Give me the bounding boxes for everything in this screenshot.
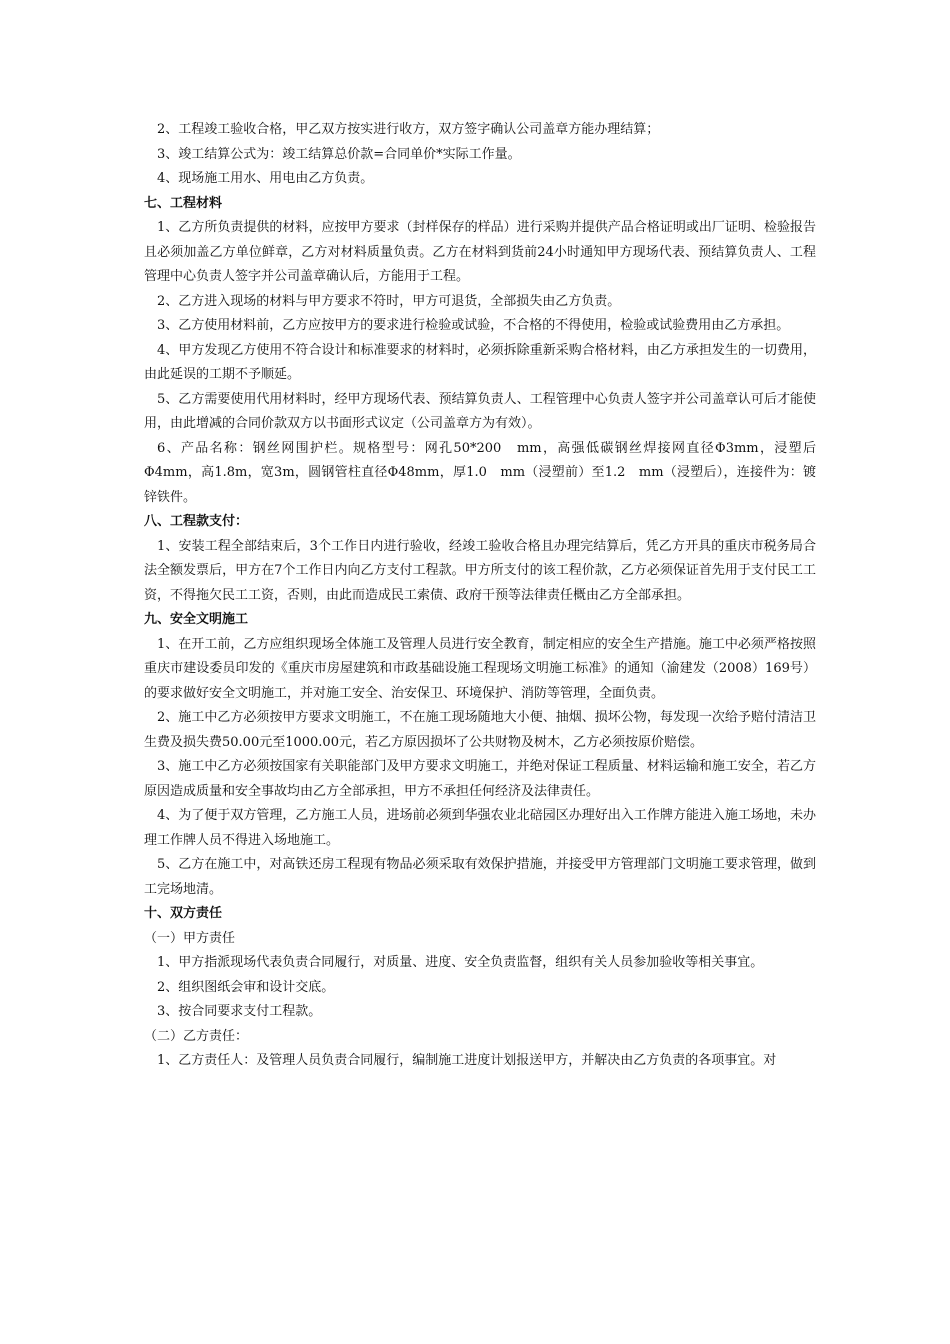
paragraph: 1、乙方责任人：及管理人员负责合同履行，编制施工进度计划报送甲方，并解决由乙方负责的各项事宜。对 bbox=[157, 1053, 777, 1068]
paragraph: 1、乙方所负责提供的材料，应按甲方要求（封样保存的样品）进行采购并提供产品合格证明或出厂证明、检验报告且必须加盖乙方单位鲜章，乙方对材料质量负责。乙方在材料到货前24小时通知甲方现场代表、预结算负责人、工程管理中心负责人签字并公司盖章确认后，方能用于工程。 bbox=[144, 220, 816, 284]
paragraph: 2、组织图纸会审和设计交底。 bbox=[157, 979, 335, 995]
paragraph: 2、工程竣工验收合格，甲乙双方按实进行收方，双方签字确认公司盖章方能办理结算； bbox=[157, 122, 660, 137]
paragraph: 3、竣工结算公式为：竣工结算总价款=合同单价*实际工作量。 bbox=[157, 146, 521, 162]
paragraph: 2、乙方进入现场的材料与甲方要求不符时，甲方可退货，全部损失由乙方负责。 bbox=[157, 293, 621, 309]
subsection-heading: （二）乙方责任： bbox=[144, 1028, 249, 1044]
paragraph: 3、按合同要求支付工程款。 bbox=[157, 1004, 322, 1019]
paragraph: 2、施工中乙方必须按甲方要求文明施工，不在施工现场随地大小便、抽烟、损坏公物，每发现一次给予赔付清洁卫生费及损失费50.00元至1000.00元，若乙方原因损坏了公共财物及树木，乙方必须按原价赔偿。 bbox=[144, 710, 816, 750]
paragraph: 4、为了便于双方管理，乙方施工人员，进场前必须到华强农业北碚园区办理好出入工作牌方能进入施工场地，未办理工作牌人员不得进入场地施工。 bbox=[144, 808, 816, 848]
section-heading: 八、工程款支付： bbox=[144, 514, 249, 529]
section-heading: 九、安全文明施工 bbox=[144, 612, 249, 627]
paragraph: 1、甲方指派现场代表负责合同履行，对质量、进度、安全负责监督，组织有关人员参加验收等相关事宜。 bbox=[157, 955, 764, 970]
paragraph: 4、甲方发现乙方使用不符合设计和标准要求的材料时，必须拆除重新采购合格材料，由乙方承担发生的一切费用，由此延误的工期不予顺延。 bbox=[144, 342, 816, 382]
paragraph: 4、现场施工用水、用电由乙方负责。 bbox=[157, 171, 374, 186]
paragraph: 1、在开工前，乙方应组织现场全体施工及管理人员进行安全教育，制定相应的安全生产措施。施工中必须严格按照重庆市建设委员印发的《重庆市房屋建筑和市政基础设施工程现场文明施工标准》的通知（渝建发（2008）169号）的要求做好安全文明施工，并对施工安全、治安保卫、环境保护、消防等管理，全面负责。 bbox=[144, 636, 816, 701]
paragraph: 3、施工中乙方必须按国家有关职能部门及甲方要求文明施工，并绝对保证工程质量、材料运输和施工安全，若乙方原因造成质量和安全事故均由乙方全部承担，甲方不承担任何经济及法律责任。 bbox=[144, 759, 816, 799]
paragraph: 1、安装工程全部结束后，3个工作日内进行验收，经竣工验收合格且办理完结算后，凭乙方开具的重庆市税务局合法全额发票后，甲方在7个工作日内向乙方支付工程款。甲方所支付的该工程价款，乙方必须保证首先用于支付民工工资，不得拖欠民工工资，否则，由此而造成民工索债、政府干预等法律责任概由乙方全部承担。 bbox=[144, 538, 816, 603]
document-page bbox=[144, 118, 816, 1074]
subsection-heading: （一）甲方责任 bbox=[144, 930, 236, 946]
section-heading: 十、双方责任 bbox=[144, 906, 223, 921]
paragraph: 5、乙方需要使用代用材料时，经甲方现场代表、预结算负责人、工程管理中心负责人签字并公司盖章认可后才能使用，由此增减的合同价款双方以书面形式议定（公司盖章方为有效）。 bbox=[144, 391, 816, 431]
paragraph: 3、乙方使用材料前，乙方应按甲方的要求进行检验或试验，不合格的不得使用，检验或试验费用由乙方承担。 bbox=[157, 318, 790, 333]
paragraph: 5、乙方在施工中，对高铁还房工程现有物品必须采取有效保护措施，并接受甲方管理部门文明施工要求管理，做到工完场地清。 bbox=[144, 857, 816, 897]
paragraph: 6、产品名称：钢丝网围护栏。规格型号：网孔50*200 mm，高强低碳钢丝焊接网直径Φ3mm，浸塑后Φ4mm，高1.8m，宽3m，圆钢管柱直径Φ48mm，厚1.0 mm（浸塑前）至1.2 mm（浸塑后），连接件为：镀锌铁件。 bbox=[144, 440, 816, 505]
section-heading: 七、工程材料 bbox=[144, 195, 223, 211]
